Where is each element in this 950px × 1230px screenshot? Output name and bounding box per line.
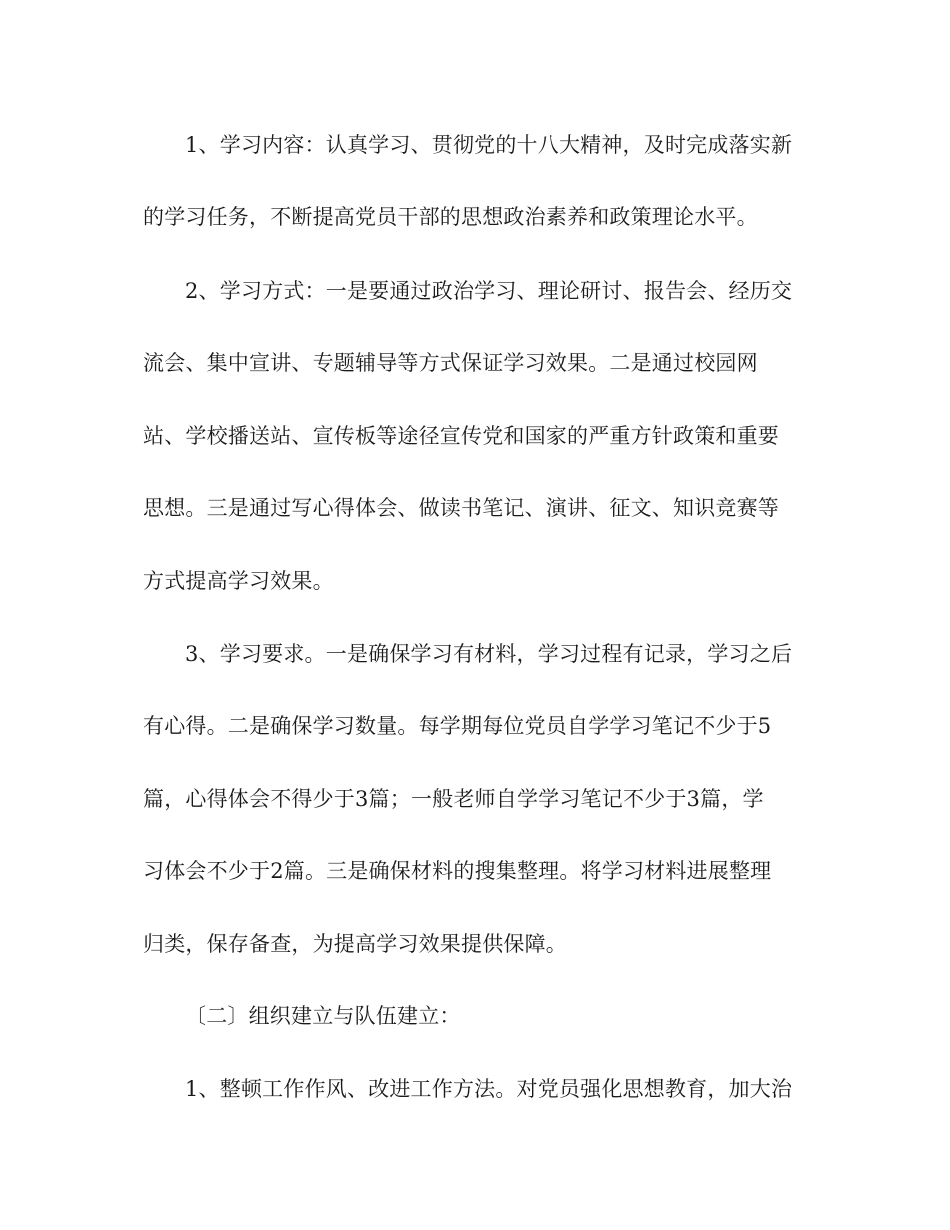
text-line-11: 习体会不少于2篇。三是确保材料的搜集整理。将学习材料进展整理 — [143, 859, 772, 883]
text-line-14: 1、整顿工作作风、改进工作方法。对党员强化思想教育，加大治 — [185, 1077, 793, 1101]
text-line-12: 归类，保存备查，为提高学习效果提供保障。 — [143, 932, 567, 956]
text-line-9: 有心得。二是确保学习数量。每学期每位党员自学学习笔记不少于5 — [143, 714, 772, 738]
text-line-6: 思想。三是通过写心得体会、做读书笔记、演讲、征文、知识竞赛等 — [143, 496, 779, 520]
text-line-5: 站、学校播送站、宣传板等途径宣传党和国家的严重方针政策和重要 — [143, 424, 779, 448]
text-line-7: 方式提高学习效果。 — [143, 569, 334, 593]
text-line-4: 流会、集中宣讲、专题辅导等方式保证学习效果。二是通过校园网 — [143, 351, 758, 375]
section-heading: 〔二〕组织建立与队伍建立： — [185, 1004, 461, 1028]
text-line-1: 1、学习内容：认真学习、贯彻党的十八大精神，及时完成落实新 — [185, 133, 793, 157]
text-line-2: 的学习任务，不断提高党员干部的思想政治素养和政策理论水平。 — [143, 205, 758, 229]
text-line-10: 篇，心得体会不得少于3篇；一般老师自学学习笔记不少于3篇，学 — [143, 787, 764, 811]
text-line-3: 2、学习方式：一是要通过政治学习、理论研讨、报告会、经历交 — [185, 279, 793, 303]
text-line-8: 3、学习要求。一是确保学习有材料，学习过程有记录，学习之后 — [185, 642, 793, 666]
